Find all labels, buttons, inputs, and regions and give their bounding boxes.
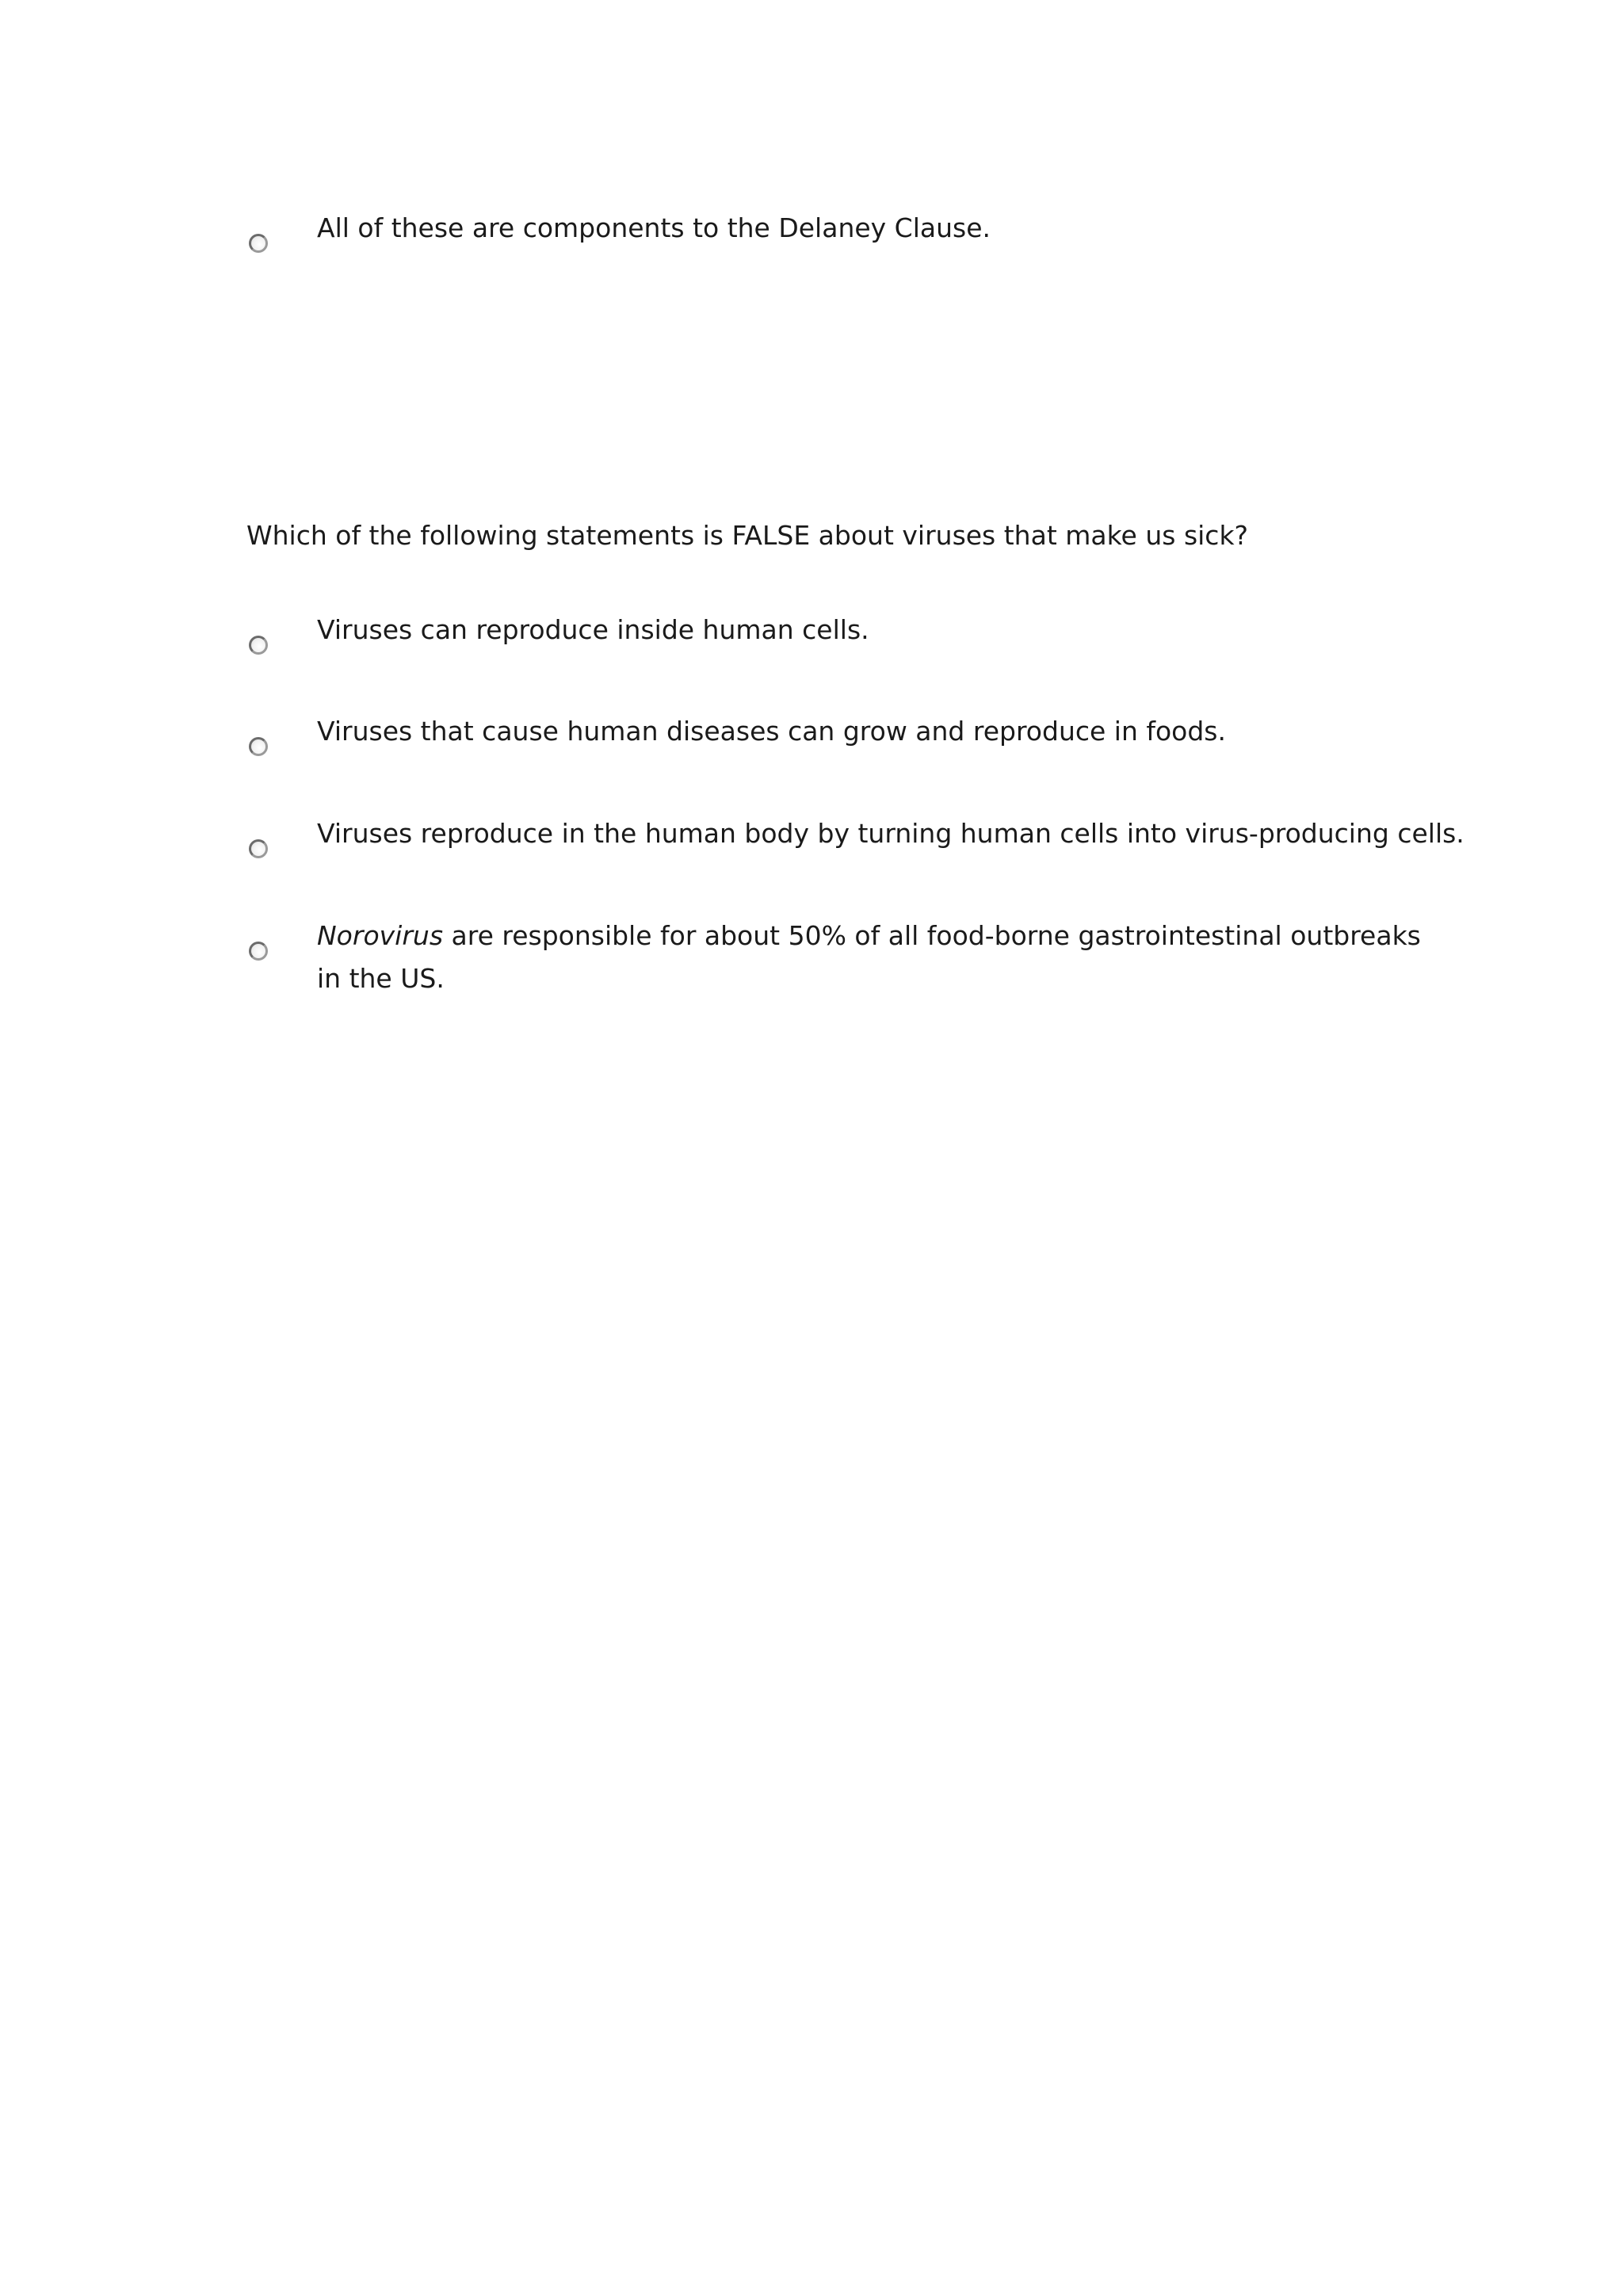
- answer-option-1[interactable]: [246, 609, 1403, 656]
- answer-option-label: Viruses that cause human diseases can grow and reproduce in foods.: [317, 716, 1226, 747]
- answer-option-2[interactable]: [246, 710, 1403, 758]
- answer-option-label: [317, 915, 1426, 1000]
- answer-option-label: Viruses reproduce in the human body by turning human cells into virus-producing cells.: [317, 818, 1465, 849]
- italic-term: Norovirus: [317, 920, 444, 951]
- question-prompt: Which of the following statements is FALSE about viruses that make us sick?: [246, 520, 1249, 551]
- radio-button[interactable]: [249, 636, 268, 655]
- answer-option-label: All of these are components to the Delaney Clause.: [317, 212, 991, 243]
- radio-button[interactable]: [249, 942, 268, 961]
- answer-option-rest: are responsible for about 50% of all food-borne gastrointestinal outbreaks in the US.: [317, 920, 1421, 994]
- radio-button[interactable]: [249, 234, 268, 253]
- radio-button[interactable]: [249, 737, 268, 756]
- answer-option-delaney-all[interactable]: [246, 207, 1403, 254]
- answer-option-label: Viruses can reproduce inside human cells.: [317, 614, 869, 645]
- radio-button[interactable]: [249, 839, 268, 858]
- answer-option-4[interactable]: [246, 915, 1421, 1003]
- answer-option-3[interactable]: [246, 812, 1465, 860]
